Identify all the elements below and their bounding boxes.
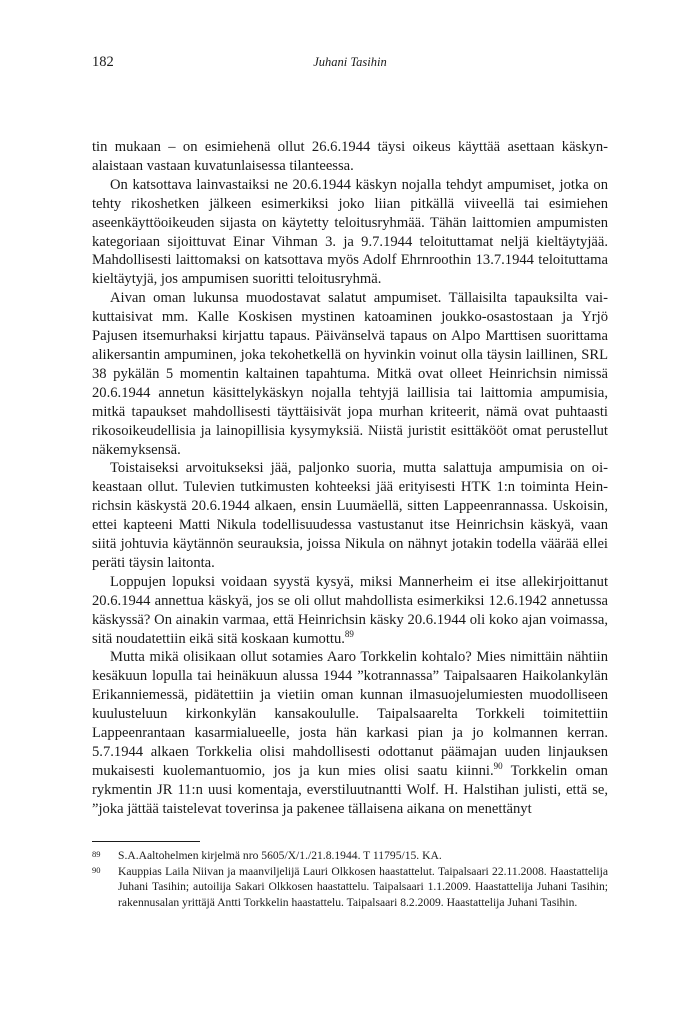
body-text xyxy=(92,138,608,819)
footnote-text: Kauppias Laila Niivan ja maanviljelijä Lauri Olkkosen haastattelut. Taipalsaari 22.11.2008. Haastattelija Juhani Tasihin; autoilija Sakari Olkkosen haastattelu. Taipalsaari 1.1.2009. Haastattelija Juhani Tasihin; rakennusalan yrittäjä Antti Torkkelin haastattelu. Taipalsaari 8.2.2009. Haastattelija Juhani Tasihin. xyxy=(118,864,608,909)
paragraph xyxy=(92,459,608,572)
footnote-text: S.A.Aaltohelmen kirjelmä nro 5605/X/1./21.8.1944. T 11795/15. KA. xyxy=(118,849,442,862)
paragraph xyxy=(92,648,608,818)
paragraph xyxy=(92,289,608,459)
paragraph-text: tin mukaan – on esimiehenä ollut 26.6.1944 täysi oikeus käyttää asettaan käskynalaistaan vastaan kuvatunlaisessa tilanteessa. xyxy=(92,139,608,174)
page-number: 182 xyxy=(92,54,114,70)
paragraph-text: On katsottava lainvastaiksi ne 20.6.1944 käskyn nojalla tehdyt ampumiset, jotka on tehty rikoshetken jälkeen esimerkiksi joko liian pitkällä viiveellä tai esimiehen aseenkäyttöoikeuden sijasta on käytetty teloitusryhmää. Tähän laittomien ampumisten kategoriaan sijoittuvat Einar Vihman 3. ja 9.7.1944 teloituttamat neljä kieltäytyjää. Mahdollisesti laittomaksi on katsottava myös Adolf Ehrnroothin 13.7.1944 teloituttama kieltäytyjä, jos ampumisen suoritti teloitusryhmä. xyxy=(92,176,608,288)
footnotes xyxy=(92,848,608,910)
paragraph xyxy=(92,176,608,289)
paragraph xyxy=(92,573,608,649)
footnote xyxy=(92,864,608,911)
footnote xyxy=(92,848,608,864)
paragraph-text-continued: Torkkelin oman rykmentin JR 11:n uusi komentaja, everstiluutnantti Wolf. H. Halstihan julisti, että se, ”joka jättää taistelevat toverinsa ja pakenee tällaisena aikana on menettänyt xyxy=(92,762,608,817)
page-header xyxy=(92,54,608,74)
paragraph-text: Mutta mikä olisikaan ollut sotamies Aaro Torkkelin kohtalo? Mies nimittäin nähtiin kesäkuun lopulla tai heinäkuun alussa 1944 ”kotrannassa” Taipalsaaren Haikolankylän Erikanniemessä, pidätettiin ja vietiin oman kunnan ilmasuojelumiesten muodolliseen kuulusteluun kirkonkylän kansakoululle. Taipalsaarelta Torkkeli toimitettiin Lappeenrantaan kasarmialueelle, josta hän karkasi pian ja jo kolmannen kerran. 5.7.1944 alkaen Torkkelia olisi mahdollisesti odottanut päämajan uuden linjauksen mukaisesti kuolemantuomio, jos ja kun mies olisi saatu kiinni. xyxy=(92,649,608,779)
footnote-reference[interactable]: 90 xyxy=(493,761,503,772)
footnote-number: 89 xyxy=(92,849,101,859)
paragraph-text: Toistaiseksi arvoitukseksi jää, paljonko suoria, mutta salattuja ampumisia on oikeastaan ollut. Tulevien tutkimusten kohteeksi jää erityisesti HTK 1:n toiminta Heinrichsin käskystä 20.6.1944 alkaen, ensin Luumäellä, sitten Lappeenrannassa. Uskoisin, ettei kapteeni Matti Nikula todellisuudessa vastustanut itse Heinrichsin käskyä, vaan siitä johtuvia käytännön seurauksia, joissa Nikula on nähnyt jotakin todella väärää ellei peräti täysin laitonta. xyxy=(92,460,608,571)
running-title: Juhani Tasihin xyxy=(313,55,387,69)
paragraph-text: Aivan oman lukunsa muodostavat salatut ampumiset. Tällaisilta tapauksilta vaikuttaisivat mm. Kalle Koskisen mystinen katoaminen joukko-osastostaan ja Yrjö Pajusen itsemurhaksi kirjattu tapaus. Päivänselvä tapaus on Alpo Marttisen suorittama alikersantin ampuminen, joka tekohetkellä on hyvinkin voinut olla täysin laillinen, SRL 38 pykälän 5 momentin kaltainen tapahtuma. Mitkä ovat olleet Heinrichsin nimissä 20.6.1944 annetun käsittelykäskyn nojalla tehtyjä laillisia tai laittomia ampumisia, mitkä tapaukset mahdollisesti täyttäisivät jopa murhan kriteerit, nämä ovat puhtaasti rikosoikeudellisia ja lainopillisia kysymyksiä. Niistä juristit esittäkööt omat perustellut näkemyksensä. xyxy=(92,290,608,458)
footnote-divider xyxy=(92,841,200,842)
footnote-reference[interactable]: 89 xyxy=(344,628,354,639)
paragraph-text: Loppujen lopuksi voidaan syystä kysyä, miksi Mannerheim ei itse allekirjoittanut 20.6.1944 annettua käskyä, jos se oli ollut mahdollista esimerkiksi 12.6.1942 annetussa käskyssä? On ainakin varmaa, että Heinrichsin käsky 20.6.1944 oli koko ajan voimassa, sitä noudatettiin eikä sitä koskaan kumottu. xyxy=(92,573,608,647)
footnote-number: 90 xyxy=(92,864,101,875)
paragraph xyxy=(92,138,608,176)
